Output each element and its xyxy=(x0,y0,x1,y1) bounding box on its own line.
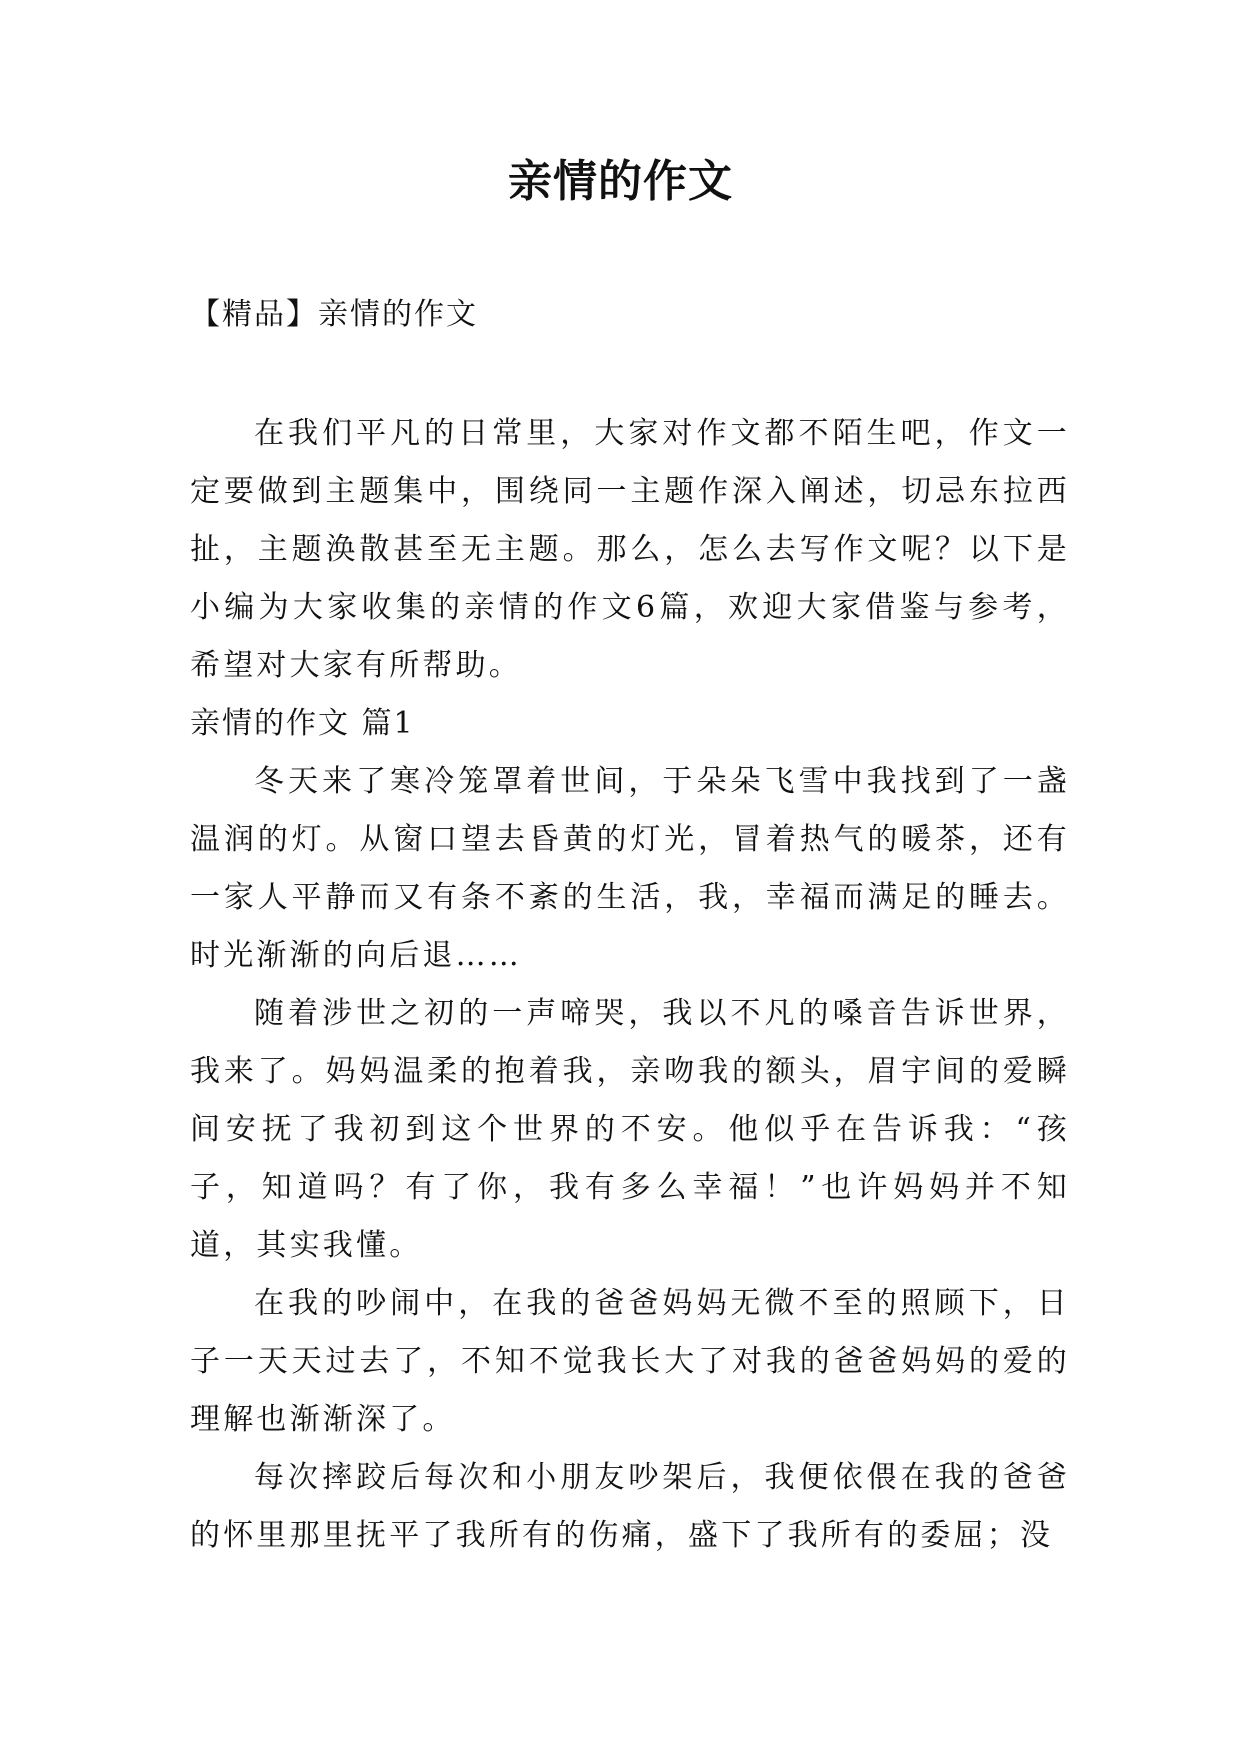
intro-paragraph: 在我们平凡的日常里，大家对作文都不陌生吧，作文一定要做到主题集中，围绕同一主题作深入阐述，切忌东拉西扯，主题涣散甚至无主题。那么，怎么去写作文呢？以下是小编为大家收集的亲情的作文6篇，欢迎大家借鉴与参考，希望对大家有所帮助。 xyxy=(190,416,1070,683)
body-paragraph: 冬天来了寒冷笼罩着世间，于朵朵飞雪中我找到了一盏温润的灯。从窗口望去昏黄的灯光，冒着热气的暖茶，还有一家人平静而又有条不紊的生活，我，幸福而满足的睡去。时光渐渐的向后退…… xyxy=(190,764,1070,973)
body-paragraph: 随着涉世之初的一声啼哭，我以不凡的嗓音告诉世界，我来了。妈妈温柔的抱着我，亲吻我的额头，眉宇间的爱瞬间安抚了我初到这个世界的不安。他似乎在告诉我：“孩子，知道吗？有了你，我有多么幸福！”也许妈妈并不知道，其实我懂。 xyxy=(190,996,1070,1263)
document-subtitle: 【精品】亲情的作文 xyxy=(190,297,478,332)
document-title: 亲情的作文 xyxy=(508,156,733,207)
document-body xyxy=(190,405,1070,1565)
body-paragraph: 在我的吵闹中，在我的爸爸妈妈无微不至的照顾下，日子一天天过去了，不知不觉我长大了对我的爸爸妈妈的爱的理解也渐渐深了。 xyxy=(190,1286,1070,1437)
section-heading: 亲情的作文 篇1 xyxy=(190,706,415,741)
body-paragraph: 每次摔跤后每次和小朋友吵架后，我便依偎在我的爸爸的怀里那里抚平了我所有的伤痛，盛下了我所有的委屈；没 xyxy=(190,1460,1070,1553)
